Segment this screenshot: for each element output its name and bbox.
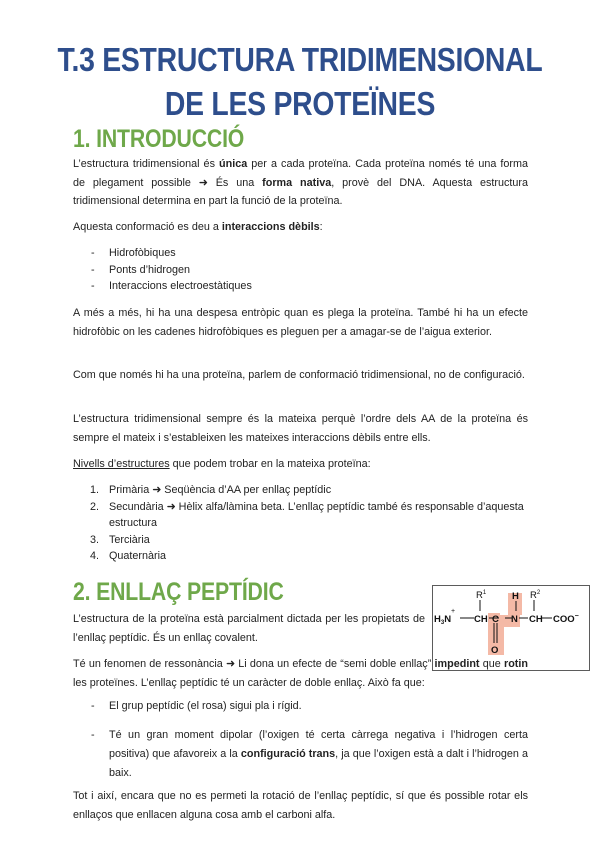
alpha-carbon-1-label: CH <box>474 614 488 625</box>
list-item: 4. Quaternària <box>90 550 167 562</box>
plus-charge: + <box>451 608 456 615</box>
bold-forma-nativa: forma nativa <box>262 176 332 189</box>
list-item: 2. Secundària ➜ Hèlix alfa/làmina beta. L’enllaç peptídic també és responsable d’aquesta estructura <box>90 500 524 529</box>
list-item: - Ponts d’hidrogen <box>91 263 191 276</box>
list-item: - Té un gran moment dipolar (l’oxigen té certa càrrega negativa i l’hidrogen certa positiva) que afavoreix a la configuració trans, ja que l’oxigen està a dalt i l’hidrogen a baix. <box>91 729 528 779</box>
structure-levels-list <box>73 482 528 565</box>
intro-paragraph-5: L’estructura tridimensional sempre és la mateixa perquè l’ordre dels AA de la proteïna és sempre el mateix i s’estableixen les mateixes interaccions dèbils entre ells. <box>73 413 528 444</box>
intro-paragraph-6: Nivells d’estructures que podem trobar en la mateixa proteïna: <box>73 458 371 470</box>
alpha-carbon-2-label: CH <box>529 614 543 625</box>
peptide-paragraph-1: L’estructura de la proteïna està parcialment dictada per les propietats de l’enllaç peptídic. És un enllaç covalent. <box>73 613 425 644</box>
list-item: 1. Primària ➜ Seqüència d’AA per enllaç peptídic <box>90 484 332 496</box>
peptide-consequences-list <box>73 697 528 793</box>
weak-interactions-list <box>73 245 252 295</box>
intro-paragraph-3: A més a més, hi ha una despesa entròpic quan es plega la proteïna. També hi ha un efecte hidrofòbic on les cadenes hidrofòbiques es pleguen per a amagar-se de l’aigua exterior. <box>73 307 528 338</box>
section-heading-introduccio: 1. INTRODUCCIÓ <box>73 125 245 153</box>
carbonyl-carbon-label: C <box>492 614 499 625</box>
bold-impedint: impedint <box>434 658 480 670</box>
list-item: - Hidrofòbiques <box>91 247 176 259</box>
list-item: - El grup peptídic (el rosa) sigui pla i rígid. <box>91 700 302 712</box>
bold-rotin: rotin <box>504 658 528 670</box>
page-title-line-2: DE LES PROTEÏNES <box>164 85 436 122</box>
underlined-nivells: Nivells d’estructures <box>73 458 170 470</box>
amide-n-label: N <box>511 614 518 625</box>
peptide-paragraph-3: Tot i així, encara que no es permeti la rotació de l’enllaç peptídic, sí que és possible rotar els enllaços que enllacen alguna cosa amb el carboni alfa. <box>73 790 528 821</box>
bold-interaccions-debils: interaccions dèbils <box>221 221 320 233</box>
carboxyl-terminal-label: COO− <box>553 613 579 625</box>
carbonyl-oxygen-label: O <box>491 645 499 656</box>
page-title-line-1: T.3 ESTRUCTURA TRIDIMENSIONAL <box>57 41 543 78</box>
section-heading-enllac-peptidic: 2. ENLLAÇ PEPTÍDIC <box>73 578 284 606</box>
bold-unica: única <box>219 158 248 170</box>
intro-paragraph-4: Com que només hi ha una proteïna, parlem de conformació tridimensional, no de configuració. <box>73 369 525 381</box>
r2-label: $R^2$ <box>530 590 541 601</box>
intro-paragraph-1: L’estructura tridimensional és única per a cada proteïna. Cada proteïna només té una forma de plegament possible ➜ És una forma nativa, provè del DNA. Aquesta estructura tridimensional determina en part la funció de la proteïna. <box>73 158 528 207</box>
bold-configuracio-trans: configuració trans <box>240 748 336 760</box>
amide-h-label: H <box>512 591 519 602</box>
amino-terminal-label: $H_3N$ <box>434 614 452 626</box>
list-item: 3. Terciària <box>90 533 150 546</box>
intro-paragraph-2: Aquesta conformació es deu a interaccions dèbils: <box>73 221 323 233</box>
peptide-paragraph-2: Té un fenomen de ressonància ➜ Li dona un efecte de “semi doble enllaç” impedint que rotin les proteïnes. L’enllaç peptídic té un caràcter de doble enllaç. Això fa que: <box>73 658 528 689</box>
r1-label: $R^1$ <box>476 590 487 601</box>
list-item: - Interaccions electroestàtiques <box>91 280 252 292</box>
page-title <box>0 38 600 126</box>
